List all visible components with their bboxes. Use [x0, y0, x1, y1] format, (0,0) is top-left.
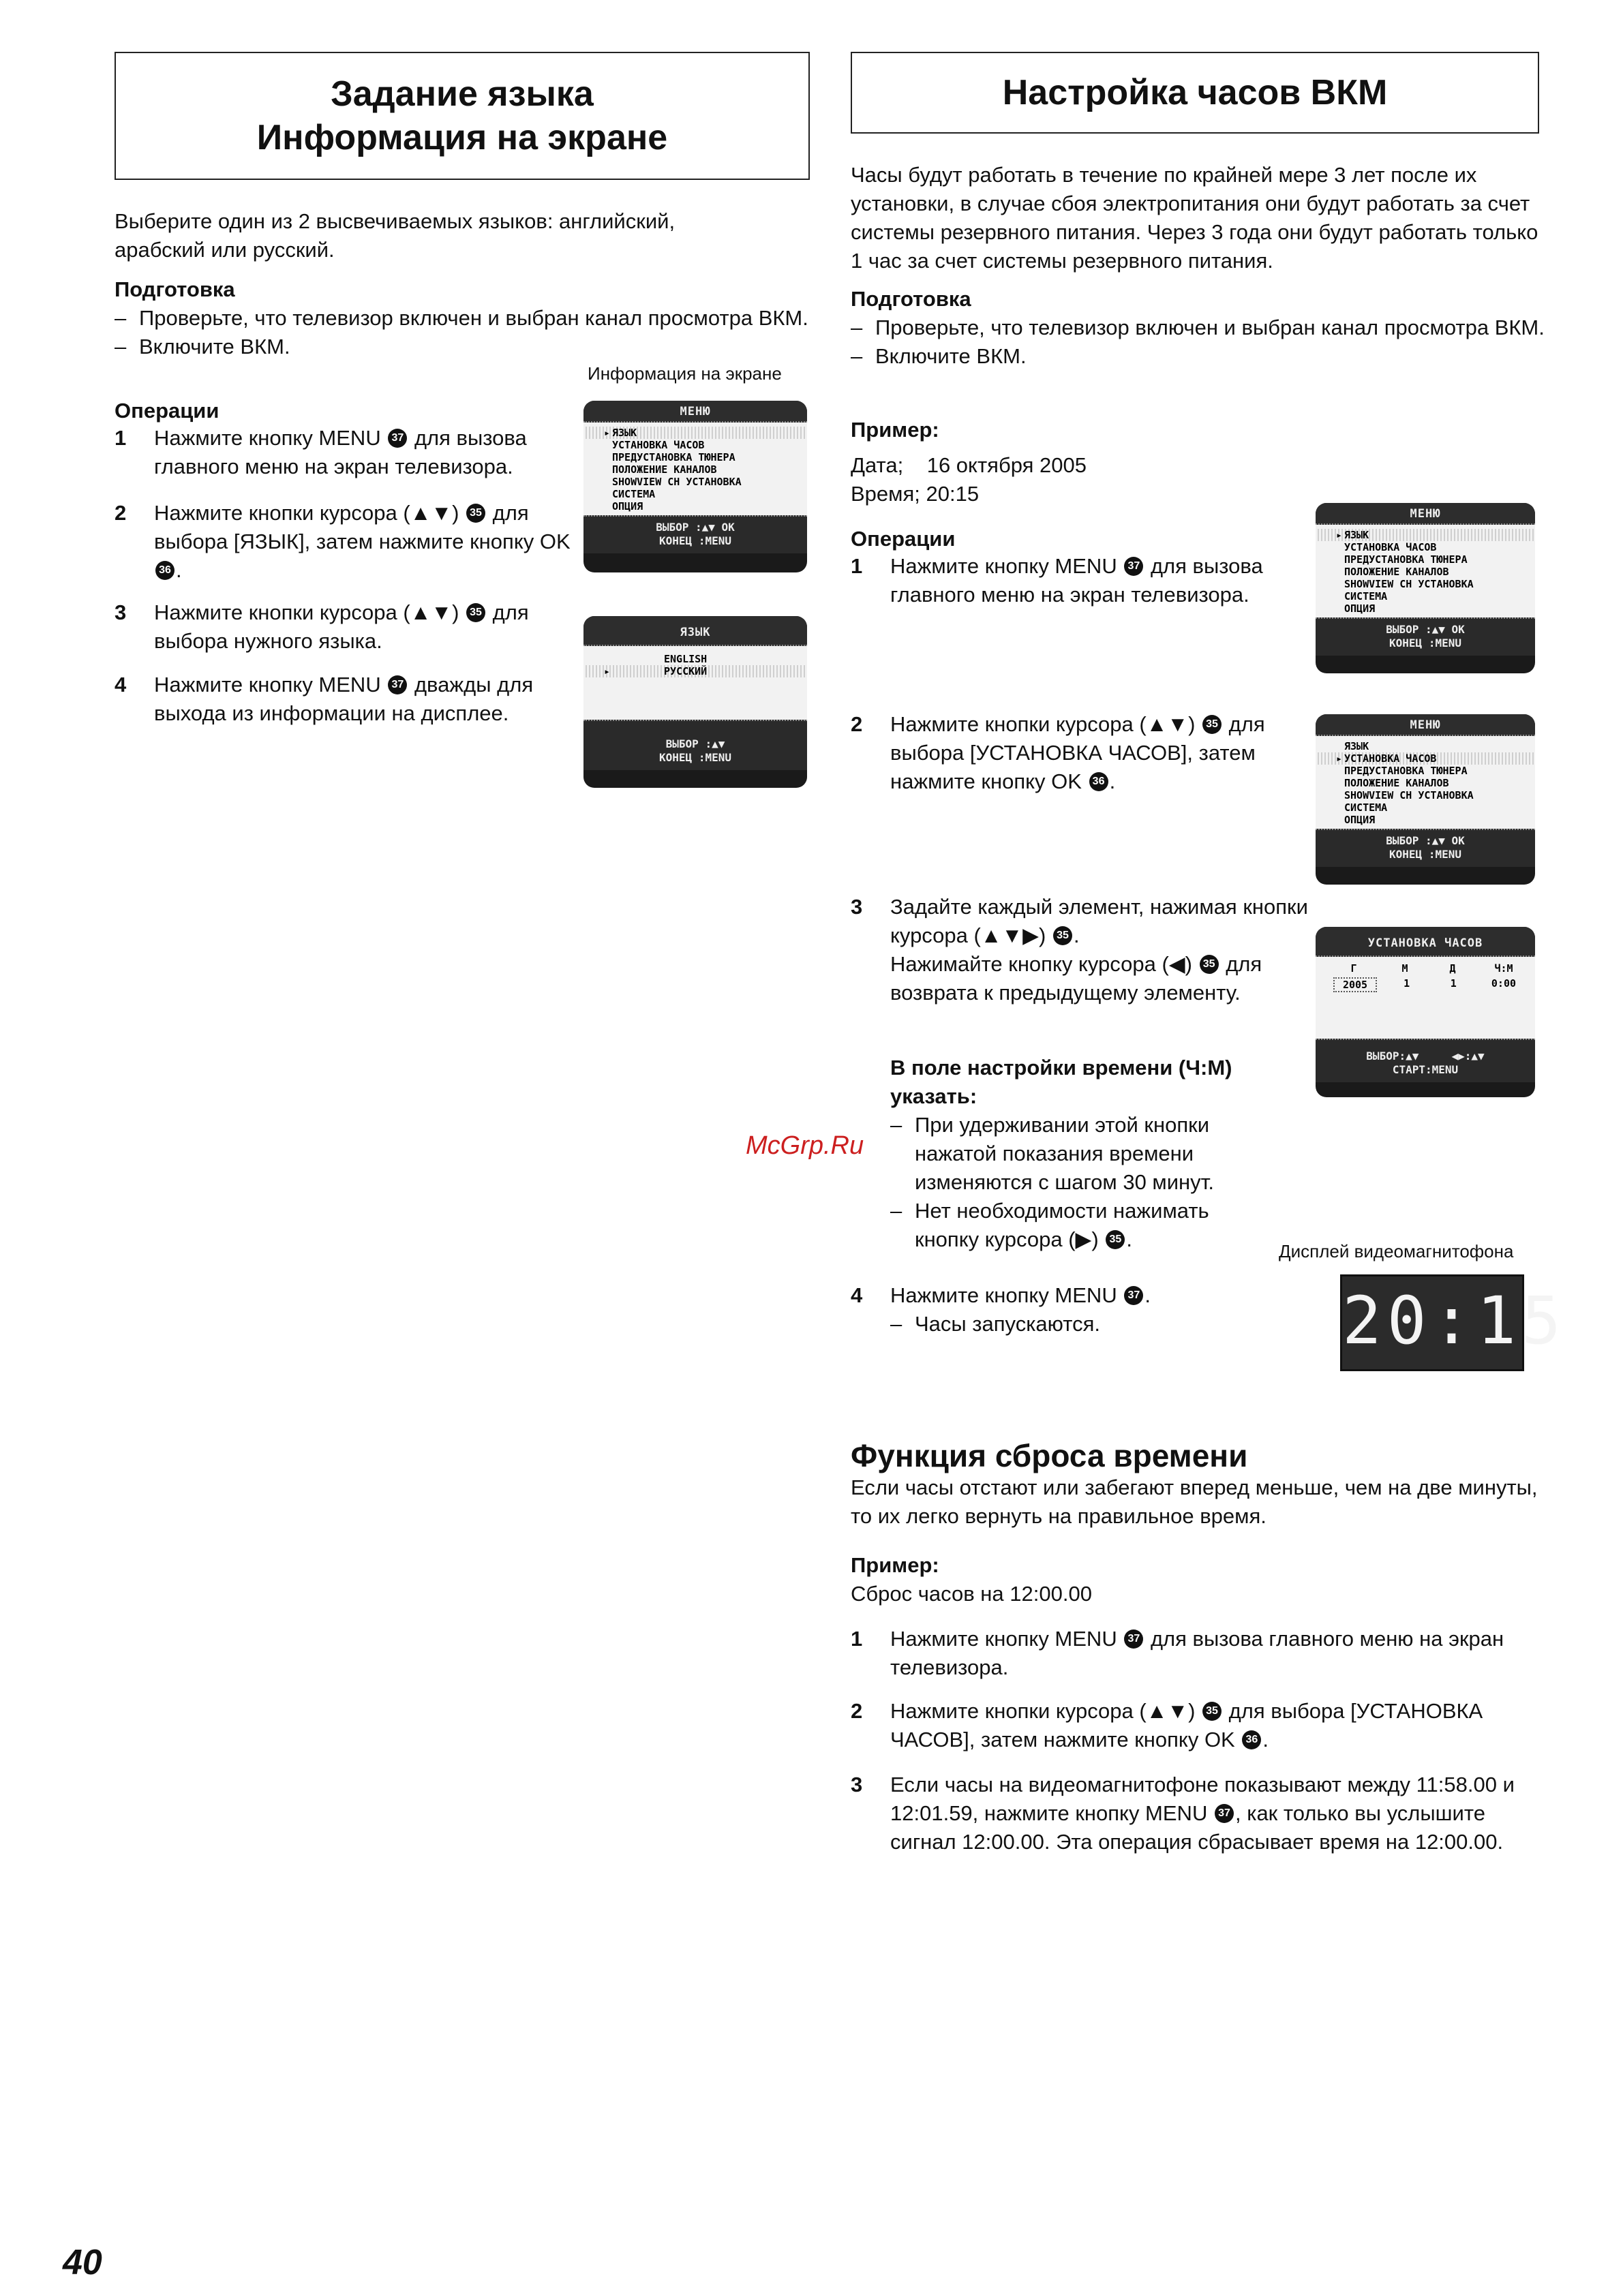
example-date: Дата; 16 октября 2005 [851, 453, 1087, 477]
reset-example-text: Сброс часов на 12:00.00 [851, 1582, 1092, 1606]
left-step-3 [115, 598, 578, 656]
right-step-1 [851, 552, 1314, 609]
screen-menu-item: ОПЦИЯ [612, 500, 643, 512]
left-prep-list [115, 304, 817, 361]
tv-language-screen [583, 616, 807, 788]
display-caption: Дисплей видеомагнитофона [1279, 1241, 1514, 1261]
right-prep-item: – Включите ВКМ. [851, 342, 1553, 371]
step-number: 4 [851, 1283, 863, 1307]
reset-step-1 [851, 1625, 1532, 1682]
left-step-2 [115, 499, 578, 585]
clock-value-year: 2005 [1333, 977, 1377, 992]
screen-footer [583, 515, 807, 553]
screen-footer-line: ВЫБОР :▲▼ OK [1386, 623, 1465, 636]
step-text: Нажмите кнопку MENU [890, 554, 1117, 578]
button-35-badge: 35 [1106, 1230, 1125, 1249]
right-step-2 [851, 710, 1301, 796]
vcr-display [1340, 1274, 1566, 1371]
tv-clock-setting-screen [1316, 927, 1535, 1097]
screen-menu-item: ПОЛОЖЕНИЕ КАНАЛОВ [1344, 777, 1449, 789]
reset-step-3 [851, 1771, 1532, 1856]
step-number: 1 [115, 426, 127, 450]
screen-menu-item: СИСТЕМА [612, 488, 656, 500]
step-text: Если часы на видеомагнитофоне показывают между 11:58.00 и 12:01.59, нажмите кнопку MENU [890, 1773, 1515, 1825]
step-text: , как только вы услышите сигнал 12:00.00. Эта операция сбрасывает время на 12:00.00. [890, 1801, 1504, 1854]
step-text: Нажмите кнопки курсора (▲▼) [890, 1699, 1196, 1723]
step-number: 3 [851, 895, 863, 919]
step-text: Задайте каждый элемент, нажимая кнопки курсора (▲▼▶) [890, 895, 1308, 947]
step-text: для возврата к предыдущему элементу. [890, 952, 1262, 1005]
screen-menu-item: ПОЛОЖЕНИЕ КАНАЛОВ [612, 463, 717, 476]
right-title: Настройка часов ВКМ [1002, 73, 1388, 112]
screen-menu-item: SHOWVIEW CH УСТАНОВКА [1344, 578, 1474, 590]
right-prep-item: – Проверьте, что телевизор включен и выбран канал просмотра ВКМ. [851, 313, 1553, 342]
screen-footer-line: КОНЕЦ :MENU [659, 751, 731, 764]
step-text: Нажмите кнопку MENU [890, 1627, 1117, 1651]
right-step-4: 4 Нажмите кнопку MENU 37 . – Часы запускаются. [851, 1281, 1314, 1338]
screen-menu-item: УСТАНОВКА ЧАСОВ [612, 439, 705, 451]
time-note-text: Нет необходимости нажимать кнопку курсора (▶) [915, 1199, 1209, 1251]
button-36-badge: 36 [155, 561, 175, 580]
clock-label: Ч:М [1494, 962, 1513, 975]
screen-menu-item: ENGLISH [664, 653, 708, 665]
step-text: для выбора [УСТАНОВКА ЧАСОВ], затем нажмите кнопку OK [890, 1699, 1483, 1751]
step-text: Нажмите кнопку MENU [154, 673, 381, 697]
screen-menu-item: ПРЕДУСТАНОВКА ТЮНЕРА [1344, 765, 1468, 777]
left-intro: Выберите один из 2 высвечиваемых языков: английский, арабский или русский. [115, 209, 676, 262]
screen-header: ЯЗЫК [583, 616, 807, 646]
screen-body [1316, 525, 1535, 617]
step-text: Нажмите кнопки курсора (▲▼) [154, 501, 459, 525]
button-36-badge: 36 [1242, 1730, 1261, 1749]
step-number: 1 [851, 1627, 863, 1651]
step-text: . [176, 558, 182, 582]
screen-menu-item: ПРЕДУСТАНОВКА ТЮНЕРА [1344, 553, 1468, 566]
step-text: . [1109, 769, 1116, 793]
screen-menu-item: УСТАНОВКА ЧАСОВ [1344, 541, 1437, 553]
button-37-badge: 37 [1215, 1804, 1234, 1823]
screen-footer [1316, 1039, 1535, 1082]
step-text: Нажмите кнопку MENU [890, 1283, 1117, 1307]
left-title-box [115, 52, 810, 180]
screen-footer [583, 720, 807, 770]
left-step-4 [115, 671, 558, 728]
screen-menu-item: ▸ ЯЗЫК [583, 427, 807, 439]
watermark: McGrp.Ru [746, 1131, 864, 1160]
step-text: для вызова главного меню на экран телевизора. [154, 426, 527, 478]
step-text: дважды для выхода из информации на дисплее. [154, 673, 534, 725]
clock-value: 0:00 [1491, 977, 1517, 990]
time-note-item: – При удерживании этой кнопки нажатой показания времени изменяются с шагом 30 минут. [890, 1111, 1272, 1197]
screen-menu-item: ПРЕДУСТАНОВКА ТЮНЕРА [612, 451, 735, 463]
button-36-badge: 36 [1089, 772, 1108, 791]
screen-footer-line: КОНЕЦ :MENU [659, 534, 731, 547]
screen-menu-item: СИСТЕМА [1344, 590, 1388, 602]
step-text: Нажимайте кнопку курсора (◀) [890, 952, 1192, 976]
screen-footer-line: СТАРТ:MENU [1392, 1063, 1459, 1076]
tv-menu-screen [1316, 503, 1535, 673]
step-text: Нажмите кнопки курсора (▲▼) [890, 712, 1196, 736]
screen-header: МЕНЮ [1316, 503, 1535, 525]
screen-menu-item: SHOWVIEW CH УСТАНОВКА [1344, 789, 1474, 801]
step-text: Нажмите кнопку MENU [154, 426, 381, 450]
step-number: 2 [851, 712, 863, 736]
step-text: для вызова главного меню на экран телевизора. [890, 554, 1263, 607]
left-prep-item: – Проверьте, что телевизор включен и выбран канал просмотра ВКМ. [115, 304, 817, 333]
step-number: 2 [115, 501, 127, 525]
clock-value: 1 [1450, 977, 1457, 990]
button-37-badge: 37 [1124, 1629, 1143, 1649]
tv-menu-screen [1316, 714, 1535, 885]
button-37-badge: 37 [388, 675, 407, 694]
screen-menu-item: ▸ РУССКИЙ [583, 665, 807, 677]
screen-menu-item: ЯЗЫК [1344, 740, 1369, 752]
tv-menu-screen [583, 401, 807, 572]
step-text: Нажмите кнопки курсора (▲▼) [154, 600, 459, 624]
left-step-1 [115, 424, 578, 481]
reset-intro: Если часы отстают или забегают вперед меньше, чем на две минуты, то их легко вернуть на правильное время. [851, 1475, 1538, 1528]
screen-menu-item: СИСТЕМА [1344, 801, 1388, 814]
reset-step-2 [851, 1697, 1532, 1754]
left-title-line1: Задание языка [331, 74, 594, 114]
screen-header: МЕНЮ [1316, 714, 1535, 736]
screen-menu-item: ПОЛОЖЕНИЕ КАНАЛОВ [1344, 566, 1449, 578]
screen-menu-item: ОПЦИЯ [1344, 602, 1376, 615]
step-text: для выбора [ЯЗЫК], затем нажмите кнопку OK [154, 501, 571, 553]
reset-example-heading: Пример: [851, 1553, 939, 1577]
left-title-line2: Информация на экране [256, 118, 668, 157]
screen-body [1316, 957, 1535, 1039]
right-prep-list [851, 313, 1553, 371]
clock-label: Г [1350, 962, 1357, 975]
time-note-item: – Нет необходимости нажимать кнопку курсора (▶) 35 . [890, 1197, 1272, 1254]
clock-labels-row [1333, 962, 1524, 975]
step-number: 1 [851, 554, 863, 578]
button-37-badge: 37 [1124, 1286, 1143, 1305]
left-prep-heading: Подготовка [115, 277, 235, 301]
step-number: 3 [851, 1773, 863, 1796]
left-screen-caption: Информация на экране [588, 363, 782, 384]
screen-footer-line: КОНЕЦ :MENU [1389, 637, 1461, 649]
step-number: 3 [115, 600, 127, 624]
time-note-heading: В поле настройки времени (Ч:М) указать: [890, 1056, 1232, 1108]
right-intro: Часы будут работать в течение по крайней мере 3 лет после их установки, в случае сбоя электропитания они будут работать за счет системы резервного питания. Через 3 года они будут работать только 1 час за счет системы резервного питания. [851, 163, 1538, 273]
right-prep-heading: Подготовка [851, 287, 971, 311]
button-35-badge: 35 [1200, 955, 1219, 974]
button-37-badge: 37 [388, 429, 407, 448]
screen-menu-item: ▸ ЯЗЫК [1316, 529, 1535, 541]
page-number: 40 [63, 2243, 102, 2282]
right-title-box [851, 52, 1539, 134]
clock-values-row [1333, 977, 1524, 992]
screen-body [583, 423, 807, 515]
step4-sublist [890, 1310, 1314, 1338]
screen-footer-line: ВЫБОР :▲▼ OK [656, 521, 735, 534]
screen-footer [1316, 829, 1535, 867]
screen-footer-line: ВЫБОР :▲▼ OK [1386, 834, 1465, 847]
step-text: для вызова главного меню на экран телевизора. [890, 1627, 1504, 1679]
button-35-badge: 35 [466, 504, 485, 523]
right-ops-heading: Операции [851, 527, 956, 551]
step-number: 2 [851, 1699, 863, 1723]
example-time: Время; 20:15 [851, 482, 980, 506]
screen-footer-line: ВЫБОР:▲▼ ◀▶:▲▼ [1366, 1050, 1485, 1062]
time-notes-list [890, 1111, 1272, 1254]
screen-footer-line: ВЫБОР :▲▼ [665, 737, 725, 750]
screen-footer [1316, 617, 1535, 656]
button-35-badge: 35 [466, 603, 485, 622]
vcr-display-time: 20:15 [1342, 1283, 1566, 1359]
button-35-badge: 35 [1202, 715, 1222, 734]
right-step-3: 3 Задайте каждый элемент, нажимая кнопки курсора (▲▼▶) 35 . Нажимайте кнопку курсора (◀) 35 для возврата к предыдущему элементу. [851, 893, 1314, 1007]
screen-menu-item: SHOWVIEW CH УСТАНОВКА [612, 476, 742, 488]
left-prep-item: – Включите ВКМ. [115, 333, 817, 361]
step-text: для выбора [УСТАНОВКА ЧАСОВ], затем нажмите кнопку OK [890, 712, 1265, 793]
clock-label: М [1401, 962, 1408, 975]
screen-footer-line: КОНЕЦ :MENU [1389, 848, 1461, 861]
left-ops-heading: Операции [115, 399, 219, 423]
step-number: 4 [115, 673, 127, 697]
step-text: . [1262, 1728, 1269, 1751]
example-heading: Пример: [851, 418, 939, 442]
button-37-badge: 37 [1124, 557, 1143, 576]
clock-value: 1 [1404, 977, 1410, 990]
screen-menu-item: ОПЦИЯ [1344, 814, 1376, 826]
screen-header: МЕНЮ [583, 401, 807, 423]
button-35-badge: 35 [1202, 1702, 1222, 1721]
step-text: для выбора нужного языка. [154, 600, 529, 653]
step4-sub-item: – Часы запускаются. [890, 1310, 1314, 1338]
screen-body [583, 646, 807, 720]
screen-body [1316, 736, 1535, 829]
screen-menu-item: ▸ УСТАНОВКА ЧАСОВ [1316, 752, 1535, 765]
reset-title: Функция сброса времени [851, 1438, 1248, 1473]
clock-label: Д [1449, 962, 1456, 975]
button-35-badge: 35 [1053, 926, 1072, 945]
screen-header: УСТАНОВКА ЧАСОВ [1316, 927, 1535, 957]
